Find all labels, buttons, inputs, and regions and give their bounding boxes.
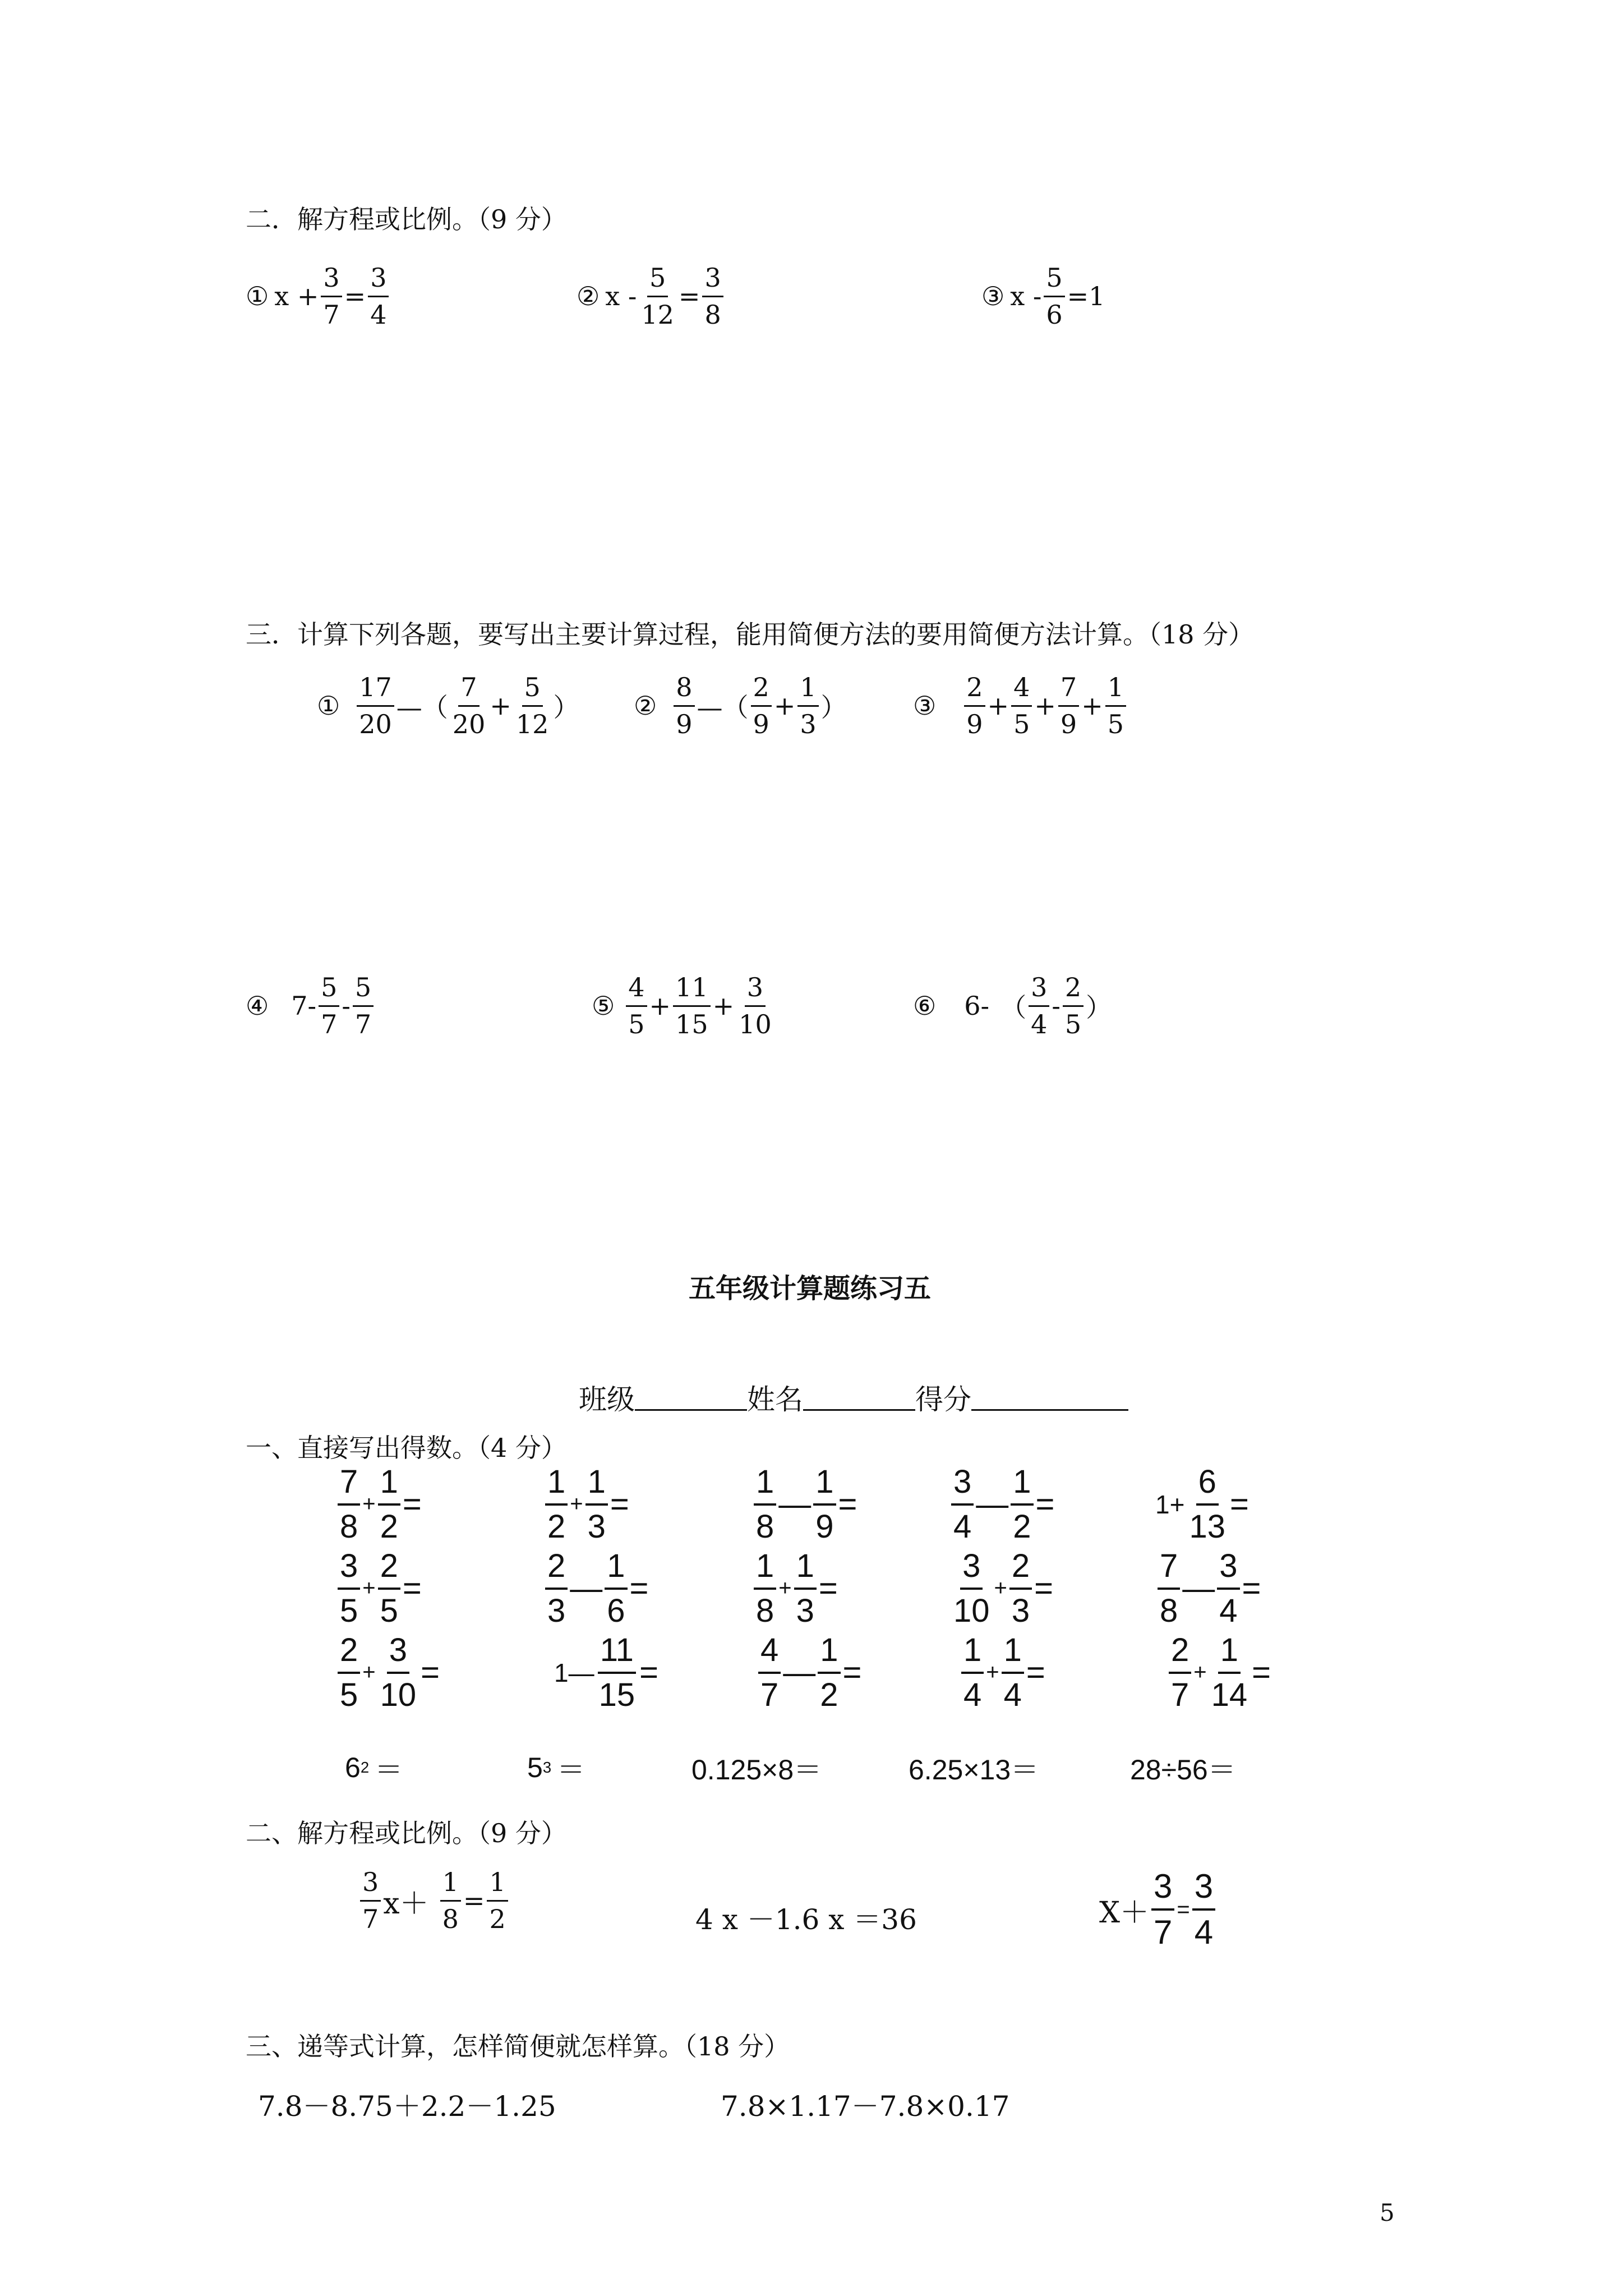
operator: —（: [697, 692, 749, 723]
equals: =: [1026, 1654, 1045, 1691]
fraction: $\frac{4}{5}$: [626, 973, 647, 1038]
equals: =: [610, 1486, 629, 1523]
fraction: $\frac{11}{15}$: [598, 1632, 635, 1713]
fraction: $\frac{2}{5}$: [378, 1548, 400, 1629]
page-number: 5: [1380, 2199, 1395, 2226]
fraction: $\frac{7}{9}$: [1058, 673, 1079, 738]
exponent: 2: [360, 1759, 370, 1776]
fraction: $\frac{1}{3}$: [797, 673, 818, 738]
fraction: $\frac{4}{5}$: [1011, 673, 1032, 738]
quick-item: [1155, 1548, 1261, 1629]
section-heading-calculation: 三．计算下列各题，要写出主要计算过程，能用简便方法的要用简便方法计算。（18 分）: [246, 619, 1255, 650]
fraction: $\frac{6}{13}$: [1189, 1464, 1225, 1545]
step-calc-1: 7.8－8.75＋2.2－1.25: [258, 2090, 556, 2123]
base: 6: [345, 1752, 361, 1783]
fraction: $\frac{1}{2}$: [818, 1632, 840, 1713]
equals: =: [1242, 1570, 1261, 1607]
section-heading-equations-2: 二、解方程或比例。（9 分）: [246, 1818, 567, 1848]
fraction: $\frac{1}{8}$: [754, 1464, 776, 1545]
operator: +: [773, 691, 796, 721]
operator: +: [994, 1576, 1007, 1601]
section-heading-step-calculation: 三、递等式计算，怎样简便就怎样算。（18 分）: [246, 2031, 790, 2062]
operator: +: [1081, 691, 1103, 721]
operator: +: [987, 691, 1009, 721]
equals: =: [1177, 1897, 1190, 1922]
item-number: ③: [981, 281, 1005, 312]
quick-item: 28÷56＝: [1130, 1754, 1236, 1786]
operator: +: [362, 1492, 376, 1517]
operator: —: [976, 1486, 1009, 1523]
name-label: 姓名: [747, 1383, 803, 1416]
item-number: ④: [246, 991, 269, 1022]
quick-item: [527, 1747, 585, 1788]
equals: =: [463, 1885, 485, 1916]
class-label: 班级: [579, 1383, 635, 1416]
quick-item: [959, 1632, 1045, 1713]
fraction: $\frac{1}{3}$: [794, 1548, 817, 1629]
fraction: $\frac{1}{5}$: [1105, 673, 1126, 738]
fraction: $\frac{2}{3}$: [1009, 1548, 1032, 1629]
student-info-line: [579, 1377, 1128, 1418]
item-number: ①: [317, 691, 340, 721]
quick-item: [543, 1548, 648, 1629]
operator: —: [778, 1486, 811, 1523]
fraction: $\frac{7}{8}$: [338, 1464, 360, 1545]
fraction: $\frac{1}{2}$: [487, 1868, 508, 1933]
quick-item: [751, 1548, 838, 1629]
quick-item: 6.25×13＝: [909, 1754, 1039, 1786]
item-number: ⑤: [592, 991, 615, 1022]
fraction: $\frac{1}{4}$: [961, 1632, 984, 1713]
quick-item: [756, 1632, 861, 1713]
fraction: $\frac{1}{8}$: [754, 1548, 776, 1629]
calc-1: [317, 673, 579, 738]
fraction: $\frac{3}{5}$: [338, 1548, 360, 1629]
operator: +: [1193, 1660, 1207, 1685]
fraction: $\frac{1}{2}$: [378, 1464, 400, 1545]
operator: -: [342, 991, 351, 1022]
operator: +: [362, 1660, 376, 1685]
equation-2: [577, 264, 726, 329]
item-number: ①: [246, 281, 269, 312]
fraction: $\frac{1}{6}$: [605, 1548, 627, 1629]
operator: +: [986, 1660, 999, 1685]
fraction: $\frac{3}{4}$: [1217, 1548, 1239, 1629]
expr-text: x＋: [383, 1887, 429, 1921]
operator: —: [1182, 1570, 1215, 1607]
equals: =1: [1067, 281, 1105, 312]
fraction: $\frac{7}{8}$: [1158, 1548, 1180, 1629]
fraction: $\frac{3}{8}$: [702, 264, 723, 329]
quick-item: [751, 1464, 857, 1545]
operator: +: [570, 1492, 583, 1517]
fraction: $\frac{2}{9}$: [751, 673, 772, 738]
equals: =: [629, 1570, 649, 1607]
operator: （: [1000, 992, 1027, 1023]
fraction: $\frac{2}{5}$: [1063, 973, 1083, 1038]
equals: ＝: [557, 1754, 585, 1786]
fraction: $\frac{5}{6}$: [1044, 264, 1064, 329]
expr-text: 1+: [1155, 1489, 1185, 1519]
fraction: $\frac{3}{7}$: [1151, 1868, 1174, 1951]
operator: —（: [396, 692, 448, 723]
expr-text: x -: [605, 281, 637, 312]
equals: =: [1034, 1570, 1054, 1607]
fraction: $\frac{5}{7}$: [319, 973, 339, 1038]
operator: +: [362, 1576, 376, 1601]
fraction: $\frac{1}{8}$: [440, 1868, 461, 1933]
operator: +: [649, 991, 671, 1022]
equals: =: [1035, 1486, 1055, 1523]
fraction: $\frac{5}{12}$: [515, 672, 549, 739]
fraction: $\frac{3}{10}$: [739, 972, 772, 1039]
item-number: ③: [913, 691, 937, 721]
operator: +: [490, 691, 511, 721]
operator: —: [570, 1570, 603, 1607]
expr-text: 1—: [554, 1658, 594, 1687]
score-blank: [971, 1384, 1128, 1411]
equals: =: [1229, 1486, 1249, 1523]
fraction: $\frac{2}{7}$: [1169, 1632, 1191, 1713]
quick-item: [543, 1464, 629, 1545]
quick-item: [1166, 1632, 1271, 1713]
fraction: $\frac{1}{4}$: [1002, 1632, 1024, 1713]
fraction: $\frac{3}{4}$: [1029, 973, 1049, 1038]
equation-3: [981, 264, 1105, 329]
fraction: $\frac{1}{2}$: [545, 1464, 568, 1545]
fraction: $\frac{3}{7}$: [360, 1868, 381, 1933]
step-calc-2: 7.8×1.17－7.8×0.17: [721, 2090, 1010, 2123]
expr-text: 7-: [291, 991, 317, 1022]
item-number: ②: [634, 691, 657, 721]
calc-2: [634, 673, 847, 738]
fraction: $\frac{11}{15}$: [673, 973, 711, 1038]
quick-item: [335, 1632, 440, 1713]
quick-item: [335, 1548, 422, 1629]
quick-item: [554, 1632, 658, 1713]
fraction: $\frac{3}{4}$: [368, 264, 389, 329]
calc-6: [913, 973, 1112, 1038]
base: 5: [527, 1752, 543, 1783]
equals: ＝: [375, 1754, 403, 1786]
operator: ）: [553, 692, 579, 723]
quick-item: [345, 1747, 403, 1788]
fraction: $\frac{3}{7}$: [321, 264, 342, 329]
item-number: ②: [577, 281, 600, 312]
quick-item: 0.125×8＝: [691, 1754, 822, 1786]
equals: =: [402, 1486, 422, 1523]
worksheet-title: 五年级计算题练习五: [689, 1274, 932, 1304]
quick-item: [949, 1464, 1054, 1545]
section-heading-direct-answers: 一、直接写出得数。（4 分）: [246, 1433, 567, 1463]
calc-4: [246, 973, 376, 1038]
section-heading-equations: 二．解方程或比例。（9 分）: [246, 204, 567, 234]
fraction: $\frac{1}{2}$: [1011, 1464, 1033, 1545]
fraction: $\frac{1}{14}$: [1211, 1632, 1248, 1713]
quick-item: [949, 1548, 1053, 1629]
expr-text: x +: [274, 281, 319, 312]
fraction: $\frac{8}{9}$: [674, 673, 694, 738]
fraction: $\frac{17}{20}$: [357, 673, 394, 738]
fraction: $\frac{2}{9}$: [964, 673, 985, 738]
class-blank: [635, 1384, 747, 1411]
equation-b: 4 x －1.6 x ＝36: [695, 1903, 917, 1936]
fraction: $\frac{2}{3}$: [545, 1548, 568, 1629]
fraction: $\frac{3}{10}$: [380, 1632, 417, 1713]
equals: =: [678, 281, 700, 312]
equals: =: [838, 1486, 857, 1523]
operator: +: [1034, 691, 1056, 721]
expr-text: x -: [1010, 281, 1042, 312]
fraction: $\frac{3}{4}$: [1192, 1868, 1215, 1951]
fraction: $\frac{7}{20}$: [452, 672, 486, 739]
expr-text: 6-: [964, 991, 990, 1022]
equation-c: [1099, 1868, 1218, 1951]
operator: ）: [1086, 992, 1112, 1023]
equals: =: [639, 1654, 658, 1691]
fraction: $\frac{1}{3}$: [585, 1464, 608, 1545]
calc-5: [592, 973, 776, 1038]
fraction: $\frac{3}{4}$: [951, 1464, 974, 1545]
fraction: $\frac{4}{7}$: [758, 1632, 781, 1713]
fraction: $\frac{3}{10}$: [953, 1548, 990, 1629]
equals: =: [421, 1654, 440, 1691]
name-blank: [803, 1384, 915, 1411]
equals: =: [344, 281, 366, 312]
fraction: $\frac{5}{7}$: [353, 973, 374, 1038]
item-number: ⑥: [913, 991, 937, 1022]
fraction: $\frac{1}{9}$: [813, 1464, 836, 1545]
exponent: 3: [542, 1759, 552, 1776]
operator: —: [783, 1654, 816, 1691]
operator: ）: [820, 692, 847, 723]
equals: =: [818, 1570, 838, 1607]
quick-item: [1155, 1464, 1249, 1545]
operator: -: [1052, 991, 1061, 1022]
fraction: $\frac{5}{12}$: [641, 263, 674, 330]
fraction: $\frac{2}{5}$: [338, 1632, 360, 1713]
equals: =: [842, 1654, 862, 1691]
equals: =: [1252, 1654, 1271, 1691]
equation-a: [358, 1868, 510, 1933]
equation-1: [246, 264, 391, 329]
score-label: 得分: [915, 1383, 971, 1416]
operator: +: [778, 1576, 792, 1601]
equals: =: [402, 1570, 422, 1607]
operator: +: [712, 991, 735, 1022]
quick-item: [335, 1464, 422, 1545]
expr-text: X＋: [1099, 1895, 1150, 1930]
calc-3: [913, 673, 1128, 738]
